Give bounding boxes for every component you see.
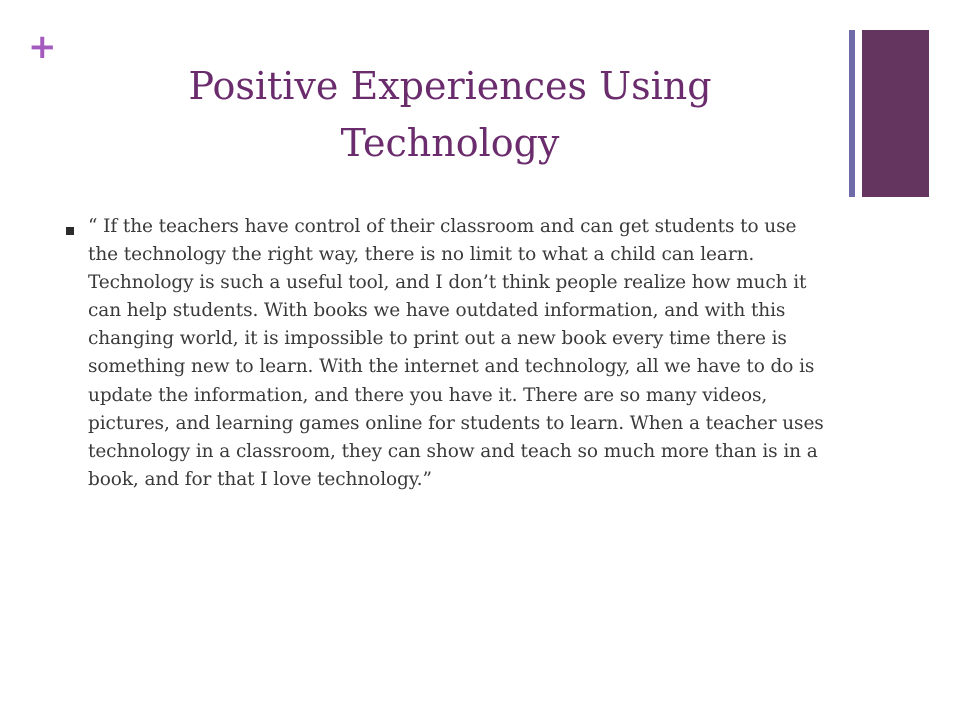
accent-bar-thin <box>849 30 855 197</box>
square-bullet-icon <box>66 227 74 235</box>
quote-text: “ If the teachers have control of their classroom and can get students to use the technology the right way, there is no limit to what a child can learn. Technology is such a useful tool, and I don’t think people realize how much it can help students. With books we have outdated information, and with this changing world, it is impossible to print out a new book every time there is something new to learn. With the internet and technology, all we have to do is update the information, and there you have it. There are so many videos, pictures, and learning games online for students to learn. When a teacher uses technology in a classroom, they can show and teach so much more than is in a book, and for that I love technology.” <box>88 216 824 490</box>
bullet-item <box>66 213 826 494</box>
slide-title: Positive Experiences Using Technology <box>188 64 712 165</box>
plus-icon: + <box>28 27 57 67</box>
bullet-list <box>66 213 826 494</box>
accent-bar-thick <box>862 30 929 197</box>
